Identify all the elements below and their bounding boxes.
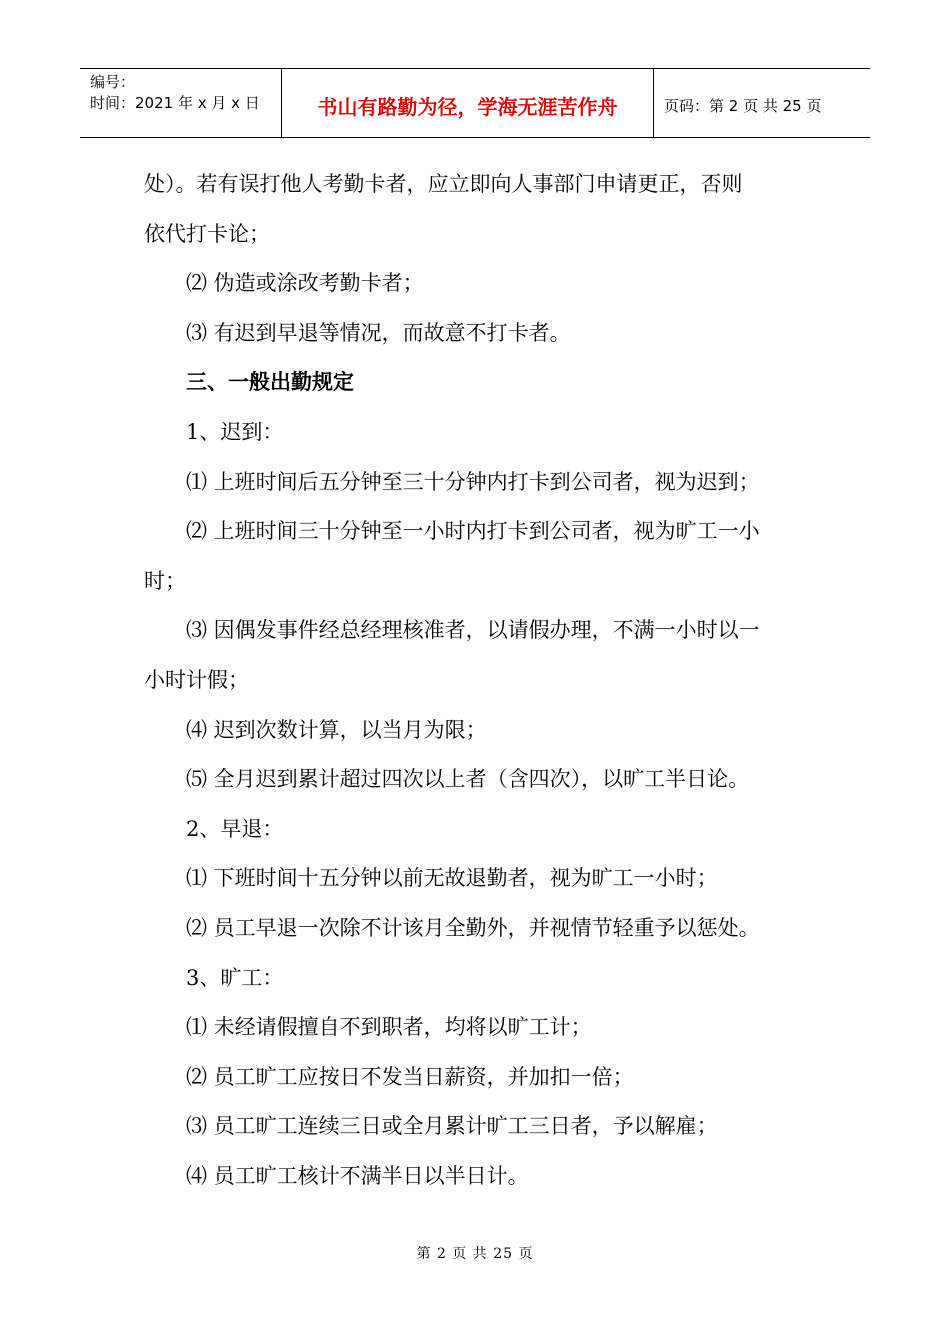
header-motto: 书山有路勤为径，学海无涯苦作舟 [282, 69, 654, 137]
page-header [80, 68, 870, 138]
list-item: ⑵ 员工旷工应按日不发当日薪资，并加扣一倍； [186, 1064, 634, 1089]
list-item: ⑷ 员工旷工核计不满半日以半日计。 [186, 1163, 529, 1188]
page-footer: 第 2 页 共 25 页 [416, 1246, 534, 1262]
paragraph-line: 依代打卡论； [144, 221, 270, 246]
section-heading: 三、一般出勤规定 [186, 370, 354, 395]
document-number-label: 编号： [90, 73, 136, 91]
list-item: ⑴ 下班时间十五分钟以前无故退勤者，视为旷工一小时； [186, 866, 718, 891]
document-body [144, 160, 810, 1201]
list-item: ⑷ 迟到次数计算，以当月为限； [186, 717, 487, 742]
list-item: ⑵ 上班时间三十分钟至一小时内打卡到公司者，视为旷工一小 [186, 519, 760, 544]
list-item: ⑵ 员工早退一次除不计该月全勤外，并视情节轻重予以惩处。 [186, 915, 760, 940]
list-item: ⑵ 伪造或涂改考勤卡者； [186, 271, 424, 296]
list-item: ⑶ 员工旷工连续三日或全月累计旷工三日者，予以解雇； [186, 1114, 718, 1139]
paragraph-line: 时； [144, 568, 186, 593]
document-time-label: 时间：2021 年 x 月 x 日 [90, 94, 260, 112]
list-item: ⑶ 因偶发事件经总经理核准者，以请假办理，不满一小时以一 [186, 618, 760, 643]
subsection-heading: 3、旷工： [186, 965, 284, 990]
list-item: ⑴ 上班时间后五分钟至三十分钟内打卡到公司者，视为迟到； [186, 469, 760, 494]
subsection-heading: 2、早退： [186, 816, 284, 841]
list-item: ⑸ 全月迟到累计超过四次以上者（含四次），以旷工半日论。 [186, 767, 750, 792]
subsection-heading: 1、迟到： [186, 419, 284, 444]
list-item: ⑶ 有迟到早退等情况，而故意不打卡者。 [186, 320, 571, 345]
paragraph-line: 小时计假； [144, 667, 249, 692]
paragraph-line: 处）。若有误打他人考勤卡者，应立即向人事部门申请更正，否则 [144, 172, 743, 196]
list-item: ⑴ 未经请假擅自不到职者，均将以旷工计； [186, 1015, 592, 1040]
header-page-info: 页码：第 2 页 共 25 页 [664, 96, 822, 115]
header-meta [80, 69, 282, 137]
